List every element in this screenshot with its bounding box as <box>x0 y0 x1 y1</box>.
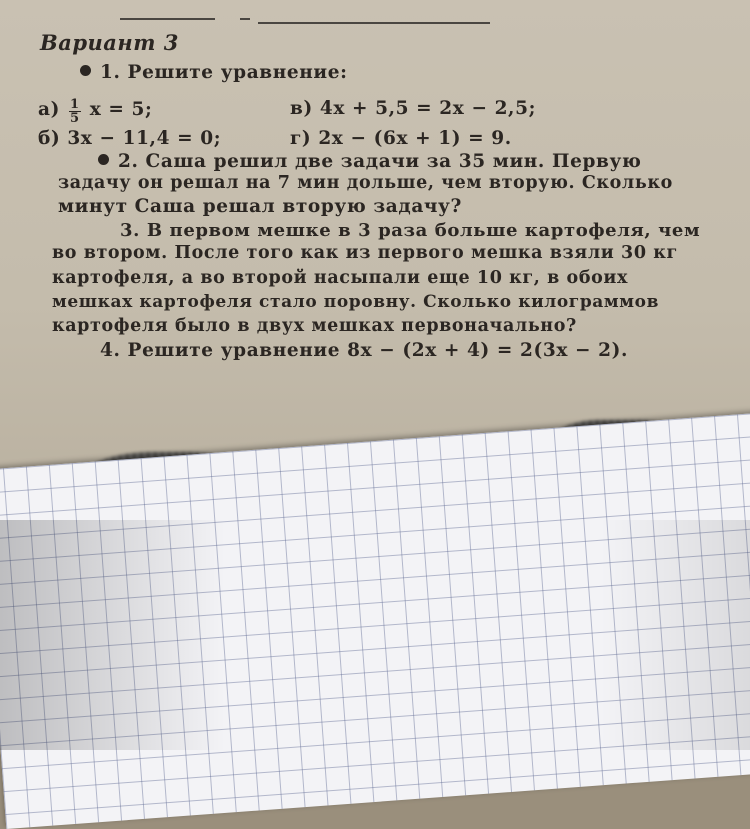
graph-paper-sheet <box>0 410 750 829</box>
task1-v: в) 4x + 5,5 = 2x − 2,5; <box>290 98 536 119</box>
task3-line5: картофеля было в двух мешках первоначально? <box>52 316 577 336</box>
fraction: $\frac{1}{5}$ <box>70 97 80 126</box>
task3-line3: картофеля, а во второй насыпали еще 10 кг, в обоих <box>52 268 628 288</box>
task3-line1: 3. В первом мешке в 3 раза больше картофеля, чем <box>120 220 701 241</box>
task1-b: б) 3x − 11,4 = 0; <box>38 128 222 149</box>
task3-line2: во втором. После того как из первого мешка взяли 30 кг <box>52 243 678 263</box>
task1-a: а) $\frac{1}{5}$ x = 5; <box>38 97 153 126</box>
task1-header: 1. Решите уравнение: <box>80 62 348 83</box>
variant-title: Вариант 3 <box>40 30 179 55</box>
task4-line1: 4. Решите уравнение 8x − (2x + 4) = 2(3x − 2). <box>100 340 629 361</box>
bullet-icon <box>80 65 91 76</box>
task2-line1: 2. Саша решил две задачи за 35 мин. Первую <box>98 151 641 172</box>
task1-g: г) 2x − (6x + 1) = 9. <box>290 128 512 149</box>
bullet-icon <box>98 154 109 165</box>
task2-line3: минут Саша решал вторую задачу? <box>58 196 462 217</box>
task2-line2: задачу он решал на 7 мин дольше, чем вторую. Сколько <box>58 173 673 193</box>
task3-line4: мешках картофеля стало поровну. Сколько килограммов <box>52 292 660 312</box>
